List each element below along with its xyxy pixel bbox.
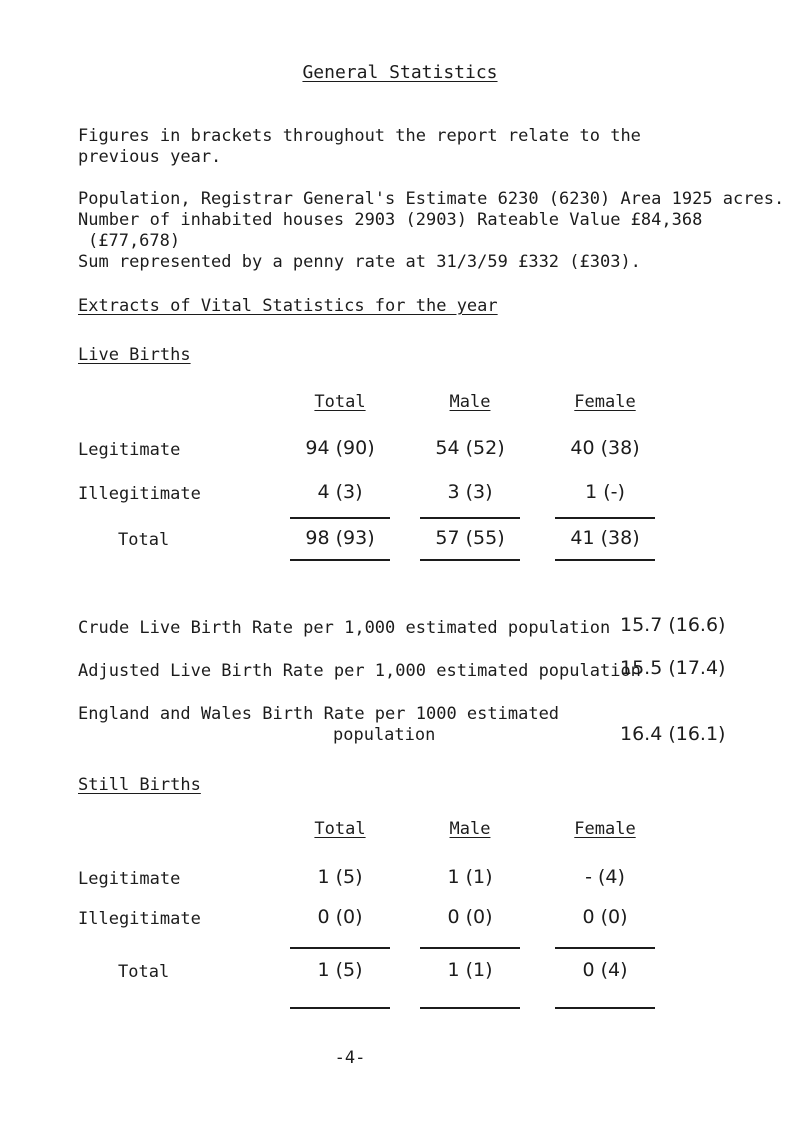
total-rule: [555, 559, 655, 561]
still-births-col-female: Female: [574, 819, 636, 839]
sum-rule: [290, 947, 390, 949]
still-births-cell: 1 (5): [317, 866, 363, 888]
adjusted-birth-rate-label: Adjusted Live Birth Rate per 1,000 estimated population: [78, 661, 641, 681]
still-births-cell: 0 (0): [582, 906, 628, 928]
sum-rule: [420, 947, 520, 949]
sum-rule: [290, 517, 390, 519]
live-births-cell: 40 (38): [570, 437, 640, 459]
total-rule: [290, 1007, 390, 1009]
live-births-row-label: Illegitimate: [78, 484, 201, 504]
population-line-2: Number of inhabited houses 2903 (2903) Rateable Value £84,368: [78, 210, 703, 230]
sum-rule: [420, 517, 520, 519]
population-line-3: (£77,678): [88, 231, 181, 251]
still-births-heading: Still Births: [78, 775, 201, 795]
total-rule: [290, 559, 390, 561]
live-births-cell: 4 (3): [317, 481, 363, 503]
still-births-col-male: Male: [449, 819, 491, 839]
still-births-total-cell: 1 (5): [317, 959, 363, 981]
still-births-total-cell: 1 (1): [447, 959, 493, 981]
intro-note: Figures in brackets throughout the report relate to the previous year.: [78, 126, 641, 167]
still-births-cell: 0 (0): [317, 906, 363, 928]
crude-birth-rate-value: 15.7 (16.6): [620, 614, 726, 636]
still-births-row-label: Legitimate: [78, 869, 181, 889]
live-births-total-cell: 98 (93): [305, 527, 375, 549]
national-birth-rate-label: England and Wales Birth Rate per 1000 estimated: [78, 704, 560, 724]
page-number: -4-: [334, 1048, 366, 1068]
live-births-col-male: Male: [449, 392, 491, 412]
still-births-cell: 1 (1): [447, 866, 493, 888]
live-births-heading: Live Births: [78, 345, 191, 365]
live-births-total-cell: 41 (38): [570, 527, 640, 549]
population-line-1: Population, Registrar General's Estimate 6230 (6230) Area 1925 acres.: [78, 189, 785, 209]
live-births-col-total: Total: [314, 392, 366, 412]
sum-rule: [555, 517, 655, 519]
national-birth-rate-value: 16.4 (16.1): [620, 723, 726, 745]
national-birth-rate-label-cont: population: [333, 725, 436, 745]
total-rule: [420, 1007, 520, 1009]
page-title: General Statistics: [302, 62, 498, 83]
section-title: Extracts of Vital Statistics for the year: [78, 296, 498, 316]
live-births-total-label: Total: [118, 530, 170, 550]
live-births-row-label: Legitimate: [78, 440, 181, 460]
adjusted-birth-rate-value: 15.5 (17.4): [620, 657, 726, 679]
live-births-cell: 54 (52): [435, 437, 505, 459]
sum-rule: [555, 947, 655, 949]
total-rule: [420, 559, 520, 561]
still-births-col-total: Total: [314, 819, 366, 839]
crude-birth-rate-label: Crude Live Birth Rate per 1,000 estimated population: [78, 618, 611, 638]
still-births-row-label: Illegitimate: [78, 909, 201, 929]
still-births-cell: 0 (0): [447, 906, 493, 928]
live-births-col-female: Female: [574, 392, 636, 412]
live-births-cell: 3 (3): [447, 481, 493, 503]
live-births-cell: 94 (90): [305, 437, 375, 459]
still-births-total-cell: 0 (4): [582, 959, 628, 981]
live-births-cell: 1 (-): [585, 481, 625, 503]
live-births-total-cell: 57 (55): [435, 527, 505, 549]
population-line-4: Sum represented by a penny rate at 31/3/59 £332 (£303).: [78, 252, 641, 272]
total-rule: [555, 1007, 655, 1009]
still-births-total-label: Total: [118, 962, 170, 982]
still-births-cell: - (4): [585, 866, 625, 888]
